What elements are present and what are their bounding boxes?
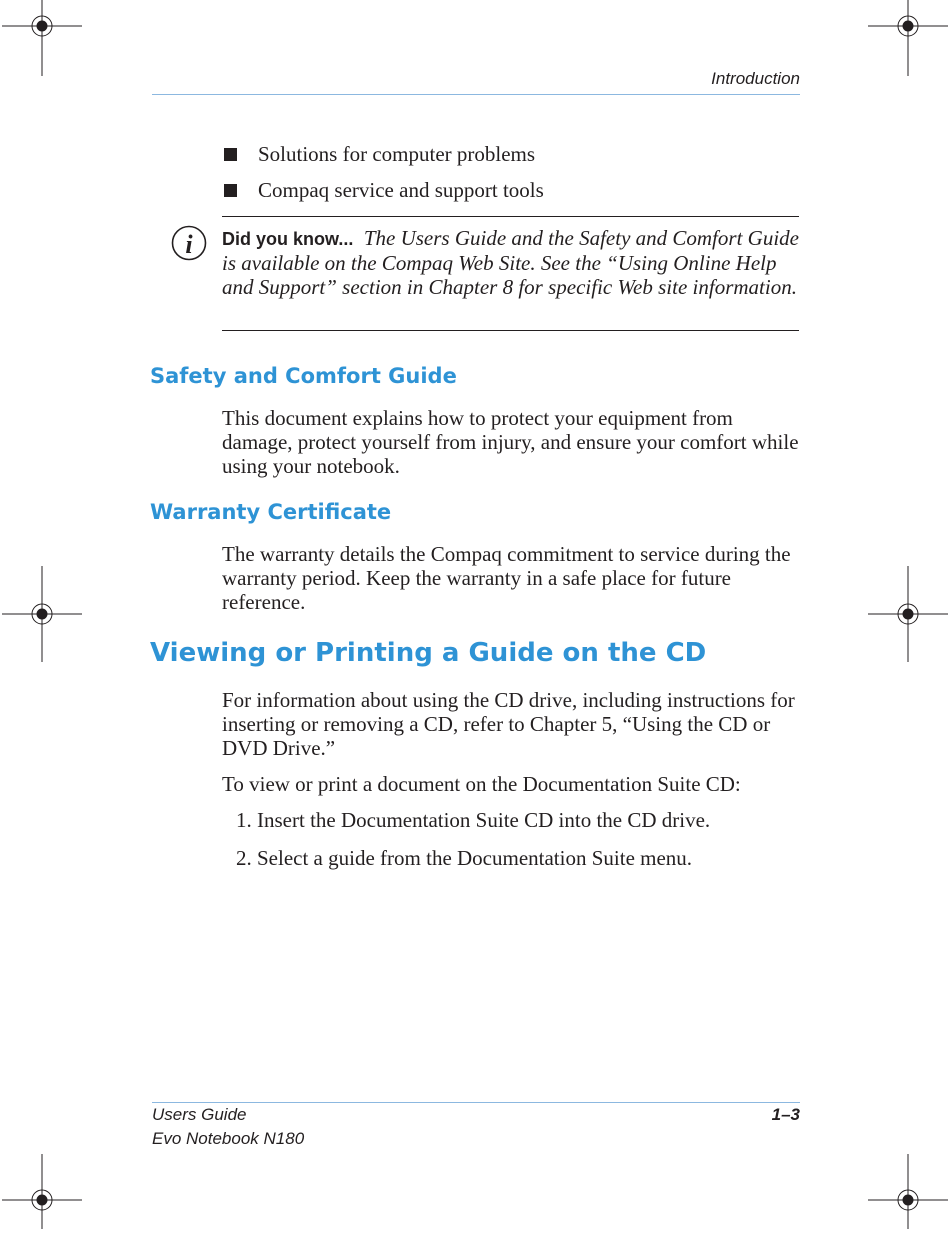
- list-item-text: Solutions for computer problems: [258, 142, 536, 166]
- section-text-warranty: The warranty details the Compaq commitment to service during the warranty period. Keep the warranty in a safe place for future reference.: [222, 542, 791, 614]
- page-number: 1–3: [771, 1105, 800, 1124]
- note-top-rule: [222, 216, 799, 217]
- header-rule: [152, 94, 800, 95]
- step-item: 1. Insert the Documentation Suite CD into the CD drive.: [236, 808, 711, 832]
- note-text: [222, 226, 800, 299]
- page-title: Viewing or Printing a Guide on the CD: [150, 638, 707, 668]
- note-bottom-rule: [222, 330, 799, 331]
- bullet-square-icon: [224, 184, 237, 197]
- running-header: Introduction: [711, 69, 800, 88]
- list-item-text: Compaq service and support tools: [258, 178, 544, 202]
- section-heading-warranty: Warranty Certificate: [150, 500, 392, 524]
- footer-rule: [152, 1102, 800, 1103]
- footer-product: Evo Notebook N180: [152, 1129, 305, 1148]
- svg-text:i: i: [185, 230, 193, 259]
- section-heading-safety: Safety and Comfort Guide: [150, 364, 457, 388]
- note-lead: Did you know...: [222, 229, 354, 249]
- paragraph: To view or print a document on the Documentation Suite CD:: [222, 772, 741, 796]
- section-text-safety: This document explains how to protect your equipment from damage, protect yourself from injury, and ensure your comfort while using your notebook.: [222, 406, 799, 478]
- bullet-square-icon: [224, 148, 237, 161]
- footer-guide-title: Users Guide: [152, 1105, 247, 1124]
- step-item: 2. Select a guide from the Documentation Suite menu.: [236, 846, 693, 870]
- paragraph: For information about using the CD drive, including instructions for inserting or removing a CD, refer to Chapter 5, “Using the CD or DVD Drive.”: [222, 688, 795, 760]
- note-body: The Users Guide and the Safety and Comfort Guide is available on the Compaq Web Site. See the “Using Online Help and Support” section in Chapter 8 for specific Web site information.: [222, 226, 799, 299]
- info-icon: [171, 225, 207, 261]
